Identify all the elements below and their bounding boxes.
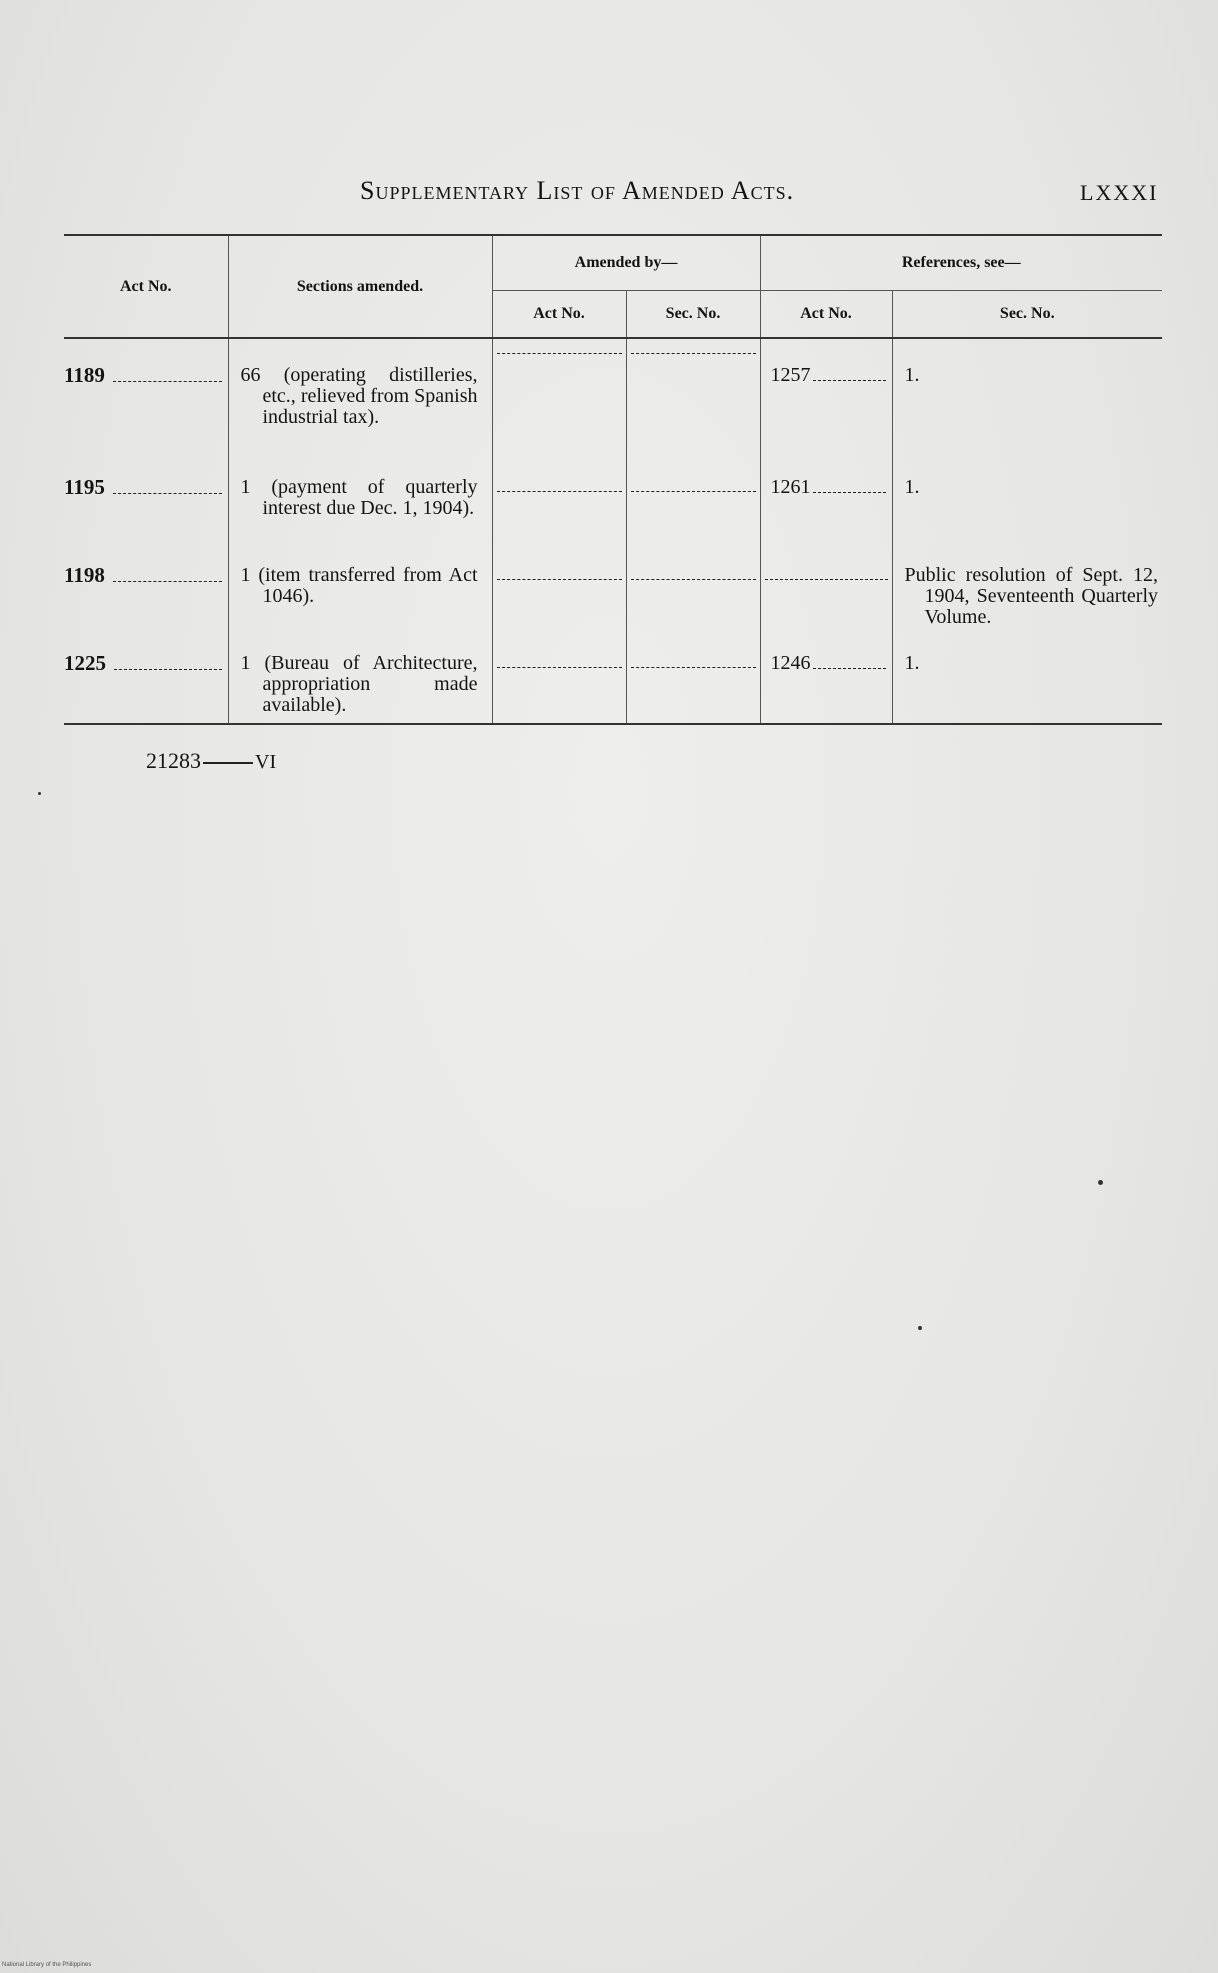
ref-act-no-cell — [760, 653, 892, 724]
table-row — [64, 338, 1162, 477]
amended-acts-table — [64, 234, 1162, 725]
ref-sec-no: 1. — [904, 476, 920, 498]
signature-dash — [203, 762, 253, 764]
act-no-cell — [64, 477, 228, 565]
paper-speck — [1098, 1180, 1103, 1185]
amended-by-sec-no-cell — [626, 338, 760, 477]
header-references-act-no: Act No. — [760, 291, 892, 339]
ref-sec-no-cell — [892, 338, 1162, 477]
header-references: References, see— — [760, 235, 1162, 291]
sections-amended-cell — [228, 338, 492, 477]
ref-act-no: 1261 — [770, 476, 811, 498]
amended-by-act-no-cell — [492, 338, 626, 477]
sections-amended-text: 1 (Bureau of Architecture, appropriation made available). — [240, 652, 478, 716]
amended-by-sec-no-cell — [626, 565, 760, 653]
ref-sec-no: 1. — [904, 364, 920, 386]
dot-leader — [114, 669, 222, 670]
ref-act-no-cell — [760, 338, 892, 477]
dot-leader — [113, 381, 222, 382]
act-no: 1195 — [64, 475, 105, 499]
table-row — [64, 653, 1162, 724]
paper-speck — [38, 792, 41, 795]
header-sections-amended: Sections amended. — [228, 235, 492, 338]
sections-amended-text: 1 (payment of quarterly interest due Dec. 1, 1904). — [240, 476, 478, 519]
page-number: LXXXI — [1080, 180, 1159, 205]
amended-by-act-no-cell — [492, 477, 626, 565]
dot-leader — [113, 493, 222, 494]
amended-acts-table-container — [64, 234, 1162, 725]
signature-number: 21283 — [146, 748, 201, 773]
table-row — [64, 565, 1162, 653]
act-no-cell — [64, 565, 228, 653]
ref-act-no: 1246 — [770, 652, 811, 674]
ref-sec-no-cell — [892, 565, 1162, 653]
header-amended-by-sec-no: Sec. No. — [626, 291, 760, 339]
amended-by-act-no-cell — [492, 565, 626, 653]
act-no: 1189 — [64, 363, 105, 387]
ref-act-no-cell — [760, 477, 892, 565]
amended-by-sec-no-cell — [626, 477, 760, 565]
ref-sec-no-cell — [892, 653, 1162, 724]
amended-by-sec-no-cell — [626, 653, 760, 724]
act-no: 1198 — [64, 563, 105, 587]
header-act-no: Act No. — [64, 235, 228, 338]
act-no: 1225 — [64, 651, 106, 675]
table-row — [64, 477, 1162, 565]
dot-leader — [813, 380, 886, 381]
sections-amended-cell — [228, 653, 492, 724]
ref-sec-no: Public resolution of Sept. 12, 1904, Seventeenth Quarterly Volume. — [904, 564, 1159, 628]
sections-amended-text: 1 (item transferred from Act 1046). — [240, 564, 478, 607]
amended-by-act-no-cell — [492, 653, 626, 724]
ref-act-no: 1257 — [770, 364, 811, 386]
dot-leader — [813, 668, 886, 669]
ref-act-no-cell — [760, 565, 892, 653]
table-header — [64, 235, 1162, 338]
table-body — [64, 338, 1162, 724]
signature-mark — [146, 748, 276, 774]
sections-amended-cell — [228, 477, 492, 565]
running-title: Supplementary List of Amended Acts. — [360, 176, 795, 205]
header-amended-by-act-no: Act No. — [492, 291, 626, 339]
dot-leader — [813, 492, 886, 493]
header-references-sec-no: Sec. No. — [892, 291, 1162, 339]
sections-amended-cell — [228, 565, 492, 653]
ref-sec-no-cell — [892, 477, 1162, 565]
signature-suffix: VI — [255, 751, 277, 773]
ref-sec-no: 1. — [904, 652, 920, 674]
paper-speck — [918, 1326, 922, 1330]
dot-leader — [113, 581, 222, 582]
library-credit: National Library of the Philippines — [2, 1962, 92, 1968]
act-no-cell — [64, 338, 228, 477]
sections-amended-text: 66 (operating distilleries, etc., relieved from Spanish industrial tax). — [240, 364, 478, 428]
act-no-cell — [64, 653, 228, 724]
header-amended-by: Amended by— — [492, 235, 760, 291]
